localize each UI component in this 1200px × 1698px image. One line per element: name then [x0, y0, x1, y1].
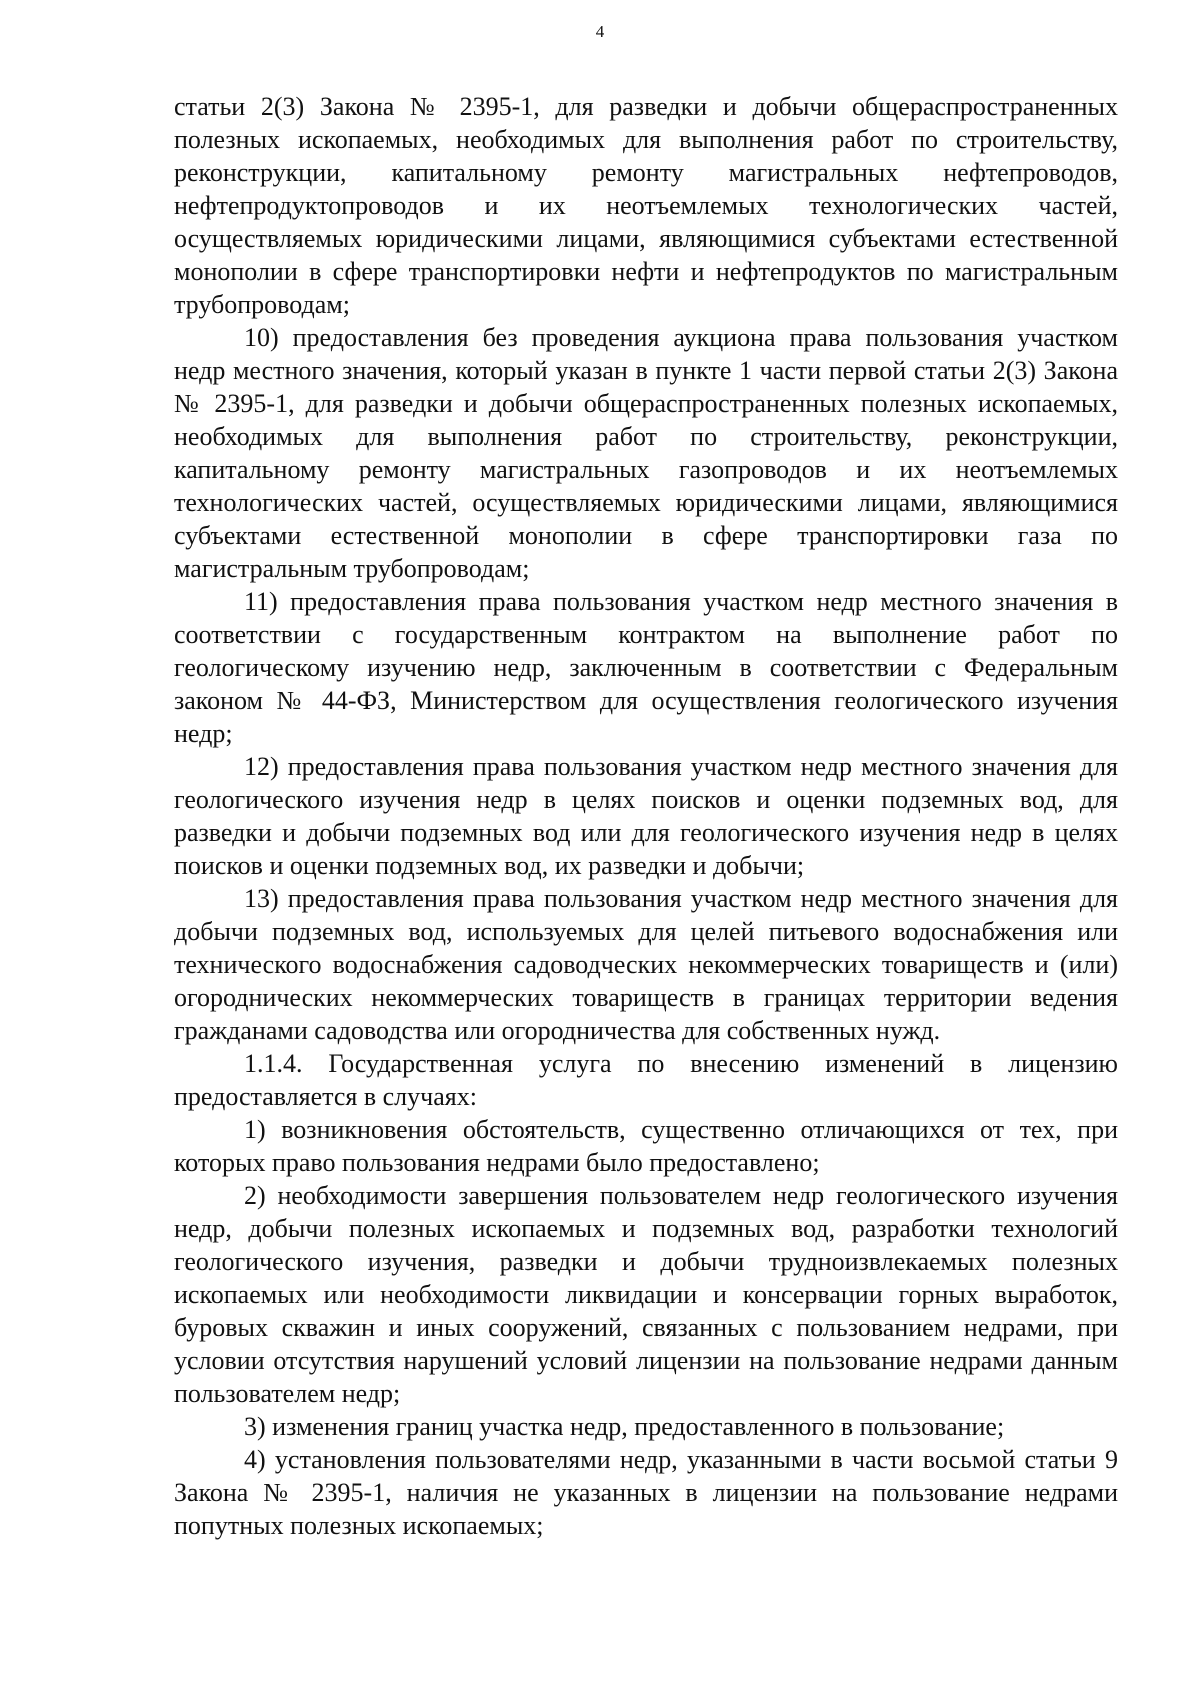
paragraph-item-13: 13) предоставления права пользования участком недр местного значения для добычи подземных вод, используемых для целей питьевого водоснабжения или технического водоснабжения садоводческих некоммерческих товариществ и (или) огороднических некоммерческих товариществ в границах территории ведения гражданами садоводства или огородничества для собственных нужд. [174, 884, 1118, 1045]
paragraph-continuation: статьи 2(3) Закона № 2395-1, для разведки и добычи общераспространенных полезных ископаемых, необходимых для выполнения работ по строительству, реконструкции, капитальному ремонту магистральных нефтепроводов, нефтепродуктопроводов и их неотъемлемых технологических частей, осуществляемых юридическими лицами, являющимися субъектами естественной монополии в сфере транспортировки нефти и нефтепродуктов по магистральным трубопроводам; [174, 92, 1118, 319]
paragraph-section-1-1-4: 1.1.4. Государственная услуга по внесению изменений в лицензию предоставляется в случаях: [174, 1049, 1118, 1111]
document-body [174, 90, 1118, 1542]
paragraph-case-1: 1) возникновения обстоятельств, существенно отличающихся от тех, при которых право пользования недрами было предоставлено; [174, 1115, 1118, 1177]
paragraph-case-4: 4) установления пользователями недр, указанными в части восьмой статьи 9 Закона № 2395-1, наличия не указанных в лицензии на пользование недрами попутных полезных ископаемых; [174, 1445, 1118, 1540]
paragraph-item-10: 10) предоставления без проведения аукциона права пользования участком недр местного значения, который указан в пункте 1 части первой статьи 2(3) Закона № 2395-1, для разведки и добычи общераспространенных полезных ископаемых, необходимых для выполнения работ по строительству, реконструкции, капитальному ремонту магистральных газопроводов и их неотъемлемых технологических частей, осуществляемых юридическими лицами, являющимися субъектами естественной монополии в сфере транспортировки газа по магистральным трубопроводам; [174, 323, 1118, 583]
paragraph-item-11: 11) предоставления права пользования участком недр местного значения в соответствии с государственным контрактом на выполнение работ по геологическому изучению недр, заключенным в соответствии с Федеральным законом № 44-ФЗ, Министерством для осуществления геологического изучения недр; [174, 587, 1118, 748]
paragraph-case-2: 2) необходимости завершения пользователем недр геологического изучения недр, добычи полезных ископаемых и подземных вод, разработки технологий геологического изучения, разведки и добычи трудноизвлекаемых полезных ископаемых или необходимости ликвидации и консервации горных выработок, буровых скважин и иных сооружений, связанных с пользованием недрами, при условии отсутствия нарушений условий лицензии на пользование недрами данным пользователем недр; [174, 1181, 1118, 1408]
paragraph-item-12: 12) предоставления права пользования участком недр местного значения для геологического изучения недр в целях поисков и оценки подземных вод, для разведки и добычи подземных вод или для геологического изучения недр в целях поисков и оценки подземных вод, их разведки и добычи; [174, 752, 1118, 880]
paragraph-case-3: 3) изменения границ участка недр, предоставленного в пользование; [244, 1412, 1005, 1441]
page-number: 4 [595, 22, 605, 41]
